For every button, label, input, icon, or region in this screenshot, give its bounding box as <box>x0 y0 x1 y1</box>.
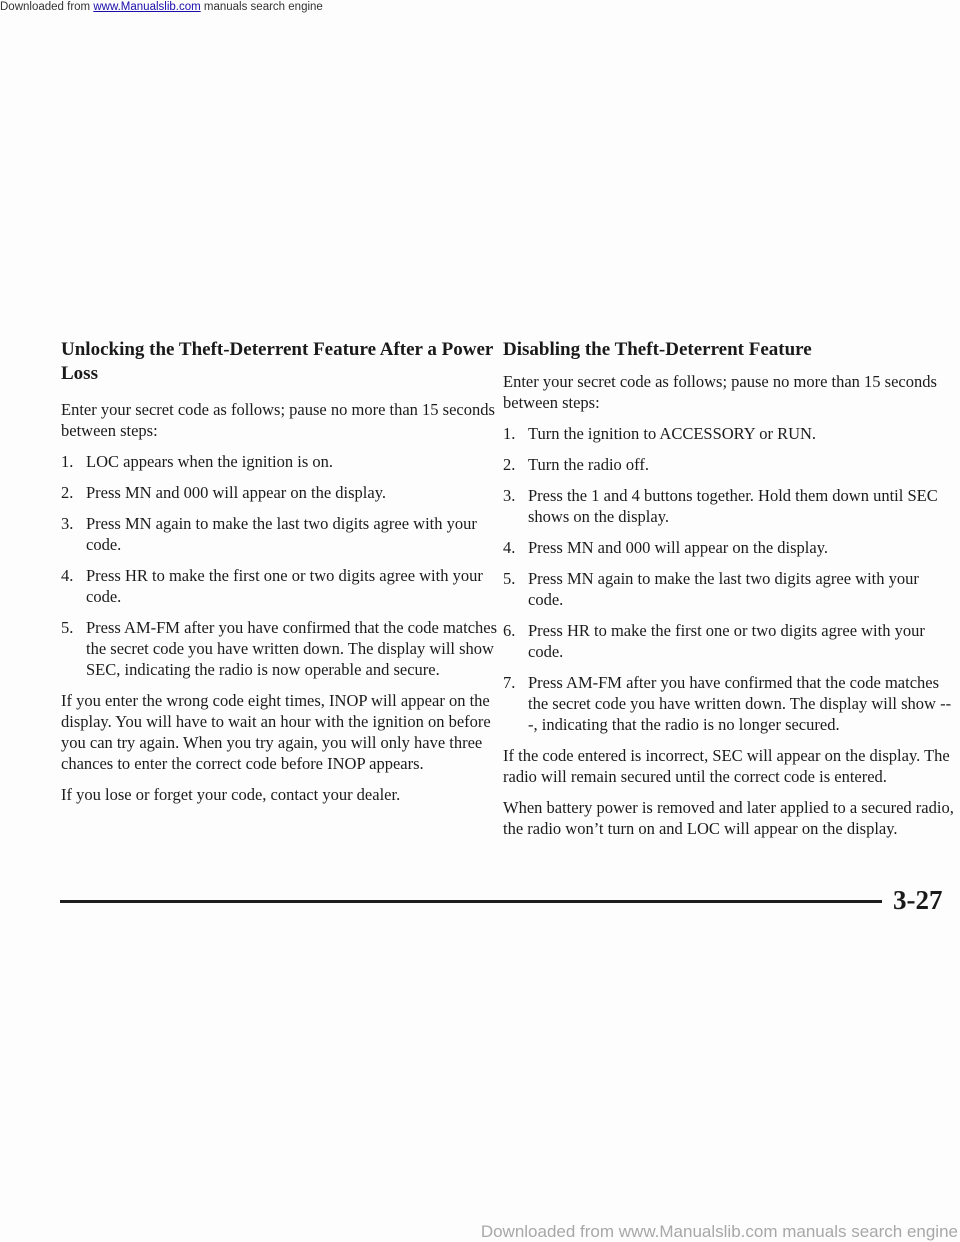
step-text: LOC appears when the ignition is on. <box>86 452 334 471</box>
step-text: Turn the radio off. <box>528 455 649 474</box>
left-steps-list <box>61 451 501 680</box>
step-text: Press MN again to make the last two digits agree with your code. <box>528 569 919 609</box>
list-item <box>61 451 501 472</box>
step-number: 5. <box>503 569 516 588</box>
step-text: Press MN and 000 will appear on the display. <box>528 538 829 557</box>
step-number: 1. <box>503 424 516 443</box>
step-text: Press the 1 and 4 buttons together. Hold them down until SEC shows on the display. <box>528 486 938 526</box>
step-text: Press HR to make the first one or two digits agree with your code. <box>528 621 925 661</box>
step-text: Press AM-FM after you have confirmed that the code matches the secret code you have written down. The display will show SEC, indicating the radio is now operable and secure. <box>86 618 498 679</box>
step-text: Press MN and 000 will appear on the display. <box>86 483 387 502</box>
step-number: 3. <box>61 514 74 533</box>
step-number: 3. <box>503 486 516 505</box>
manualslib-link[interactable]: www.Manualslib.com <box>93 1 201 13</box>
list-item <box>503 672 958 735</box>
banner-suffix: manuals search engine <box>200 1 323 13</box>
page-number: 3-27 <box>893 885 943 915</box>
left-paragraph-wrong-code: If you enter the wrong code eight times, INOP will appear on the display. You will have to wait an hour with the ignition on before you can try again. When you try again, you will only have three chances to enter the correct code before INOP appears. <box>61 691 491 773</box>
banner-prefix: Downloaded from <box>0 1 94 13</box>
step-number: 4. <box>503 538 516 557</box>
left-section-title: Unlocking the Theft-Deterrent Feature After a Power Loss <box>61 339 493 384</box>
list-item <box>503 423 958 444</box>
step-number: 2. <box>503 455 516 474</box>
step-number: 2. <box>61 483 74 502</box>
left-column <box>61 338 501 815</box>
list-item <box>61 513 501 555</box>
watermark-text: Downloaded from www.Manualslib.com manuals search engine <box>480 1222 958 1241</box>
right-column <box>503 338 958 849</box>
watermark <box>0 1222 960 1242</box>
step-number: 4. <box>61 566 74 585</box>
step-number: 1. <box>61 452 74 471</box>
right-steps-list <box>503 423 958 735</box>
list-item <box>503 537 958 558</box>
footer-divider <box>60 900 882 903</box>
list-item <box>503 454 958 475</box>
step-number: 7. <box>503 673 516 692</box>
list-item <box>61 565 501 607</box>
right-paragraph-incorrect-code: If the code entered is incorrect, SEC will appear on the display. The radio will remain secured until the correct code is entered. <box>503 746 950 786</box>
list-item <box>503 620 958 662</box>
left-paragraph-lost-code: If you lose or forget your code, contact your dealer. <box>61 785 401 804</box>
step-text: Press MN again to make the last two digits agree with your code. <box>86 514 477 554</box>
download-banner <box>0 0 323 14</box>
step-text: Press AM-FM after you have confirmed that the code matches the secret code you have written down. The display will show ---, indicating that the radio is no longer secured. <box>528 673 952 734</box>
list-item <box>503 485 958 527</box>
step-number: 5. <box>61 618 74 637</box>
right-section-title: Disabling the Theft-Deterrent Feature <box>503 339 812 360</box>
step-text: Press HR to make the first one or two digits agree with your code. <box>86 566 483 606</box>
step-number: 6. <box>503 621 516 640</box>
step-text: Turn the ignition to ACCESSORY or RUN. <box>528 424 817 443</box>
list-item <box>61 482 501 503</box>
right-intro: Enter your secret code as follows; pause no more than 15 seconds between steps: <box>503 372 937 412</box>
list-item <box>503 568 958 610</box>
right-paragraph-battery: When battery power is removed and later applied to a secured radio, the radio won’t turn on and LOC will appear on the display. <box>503 798 954 838</box>
left-intro: Enter your secret code as follows; pause no more than 15 seconds between steps: <box>61 400 495 440</box>
list-item <box>61 617 501 680</box>
